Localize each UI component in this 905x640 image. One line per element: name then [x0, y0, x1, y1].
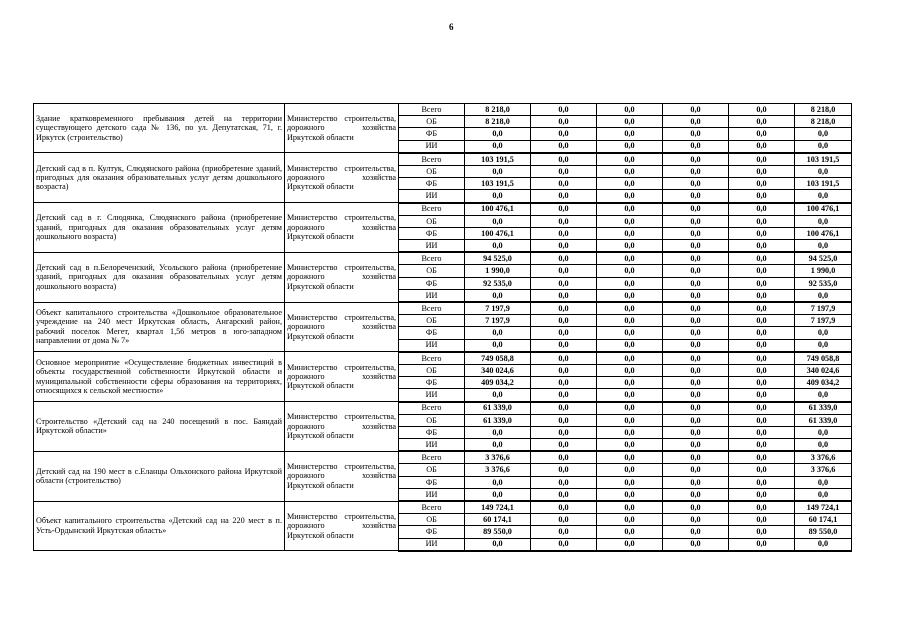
amount-cell: 0,0 — [663, 538, 729, 551]
amount-cell: 409 034,2 — [465, 377, 531, 389]
amount-cell: 0,0 — [663, 439, 729, 452]
amount-cell: 7 197,9 — [465, 302, 531, 315]
amount-cell: 0,0 — [597, 501, 663, 514]
amount-cell: 0,0 — [663, 315, 729, 327]
funding-source-cell: Всего — [399, 252, 465, 265]
amount-cell: 0,0 — [597, 203, 663, 216]
amount-cell: 0,0 — [729, 377, 795, 389]
amount-cell: 0,0 — [729, 538, 795, 551]
amount-cell: 0,0 — [531, 240, 597, 253]
amount-cell: 0,0 — [663, 389, 729, 402]
amount-cell: 0,0 — [597, 476, 663, 488]
funding-source-cell: ФБ — [399, 227, 465, 239]
funding-source-cell: ИИ — [399, 339, 465, 352]
amount-cell: 0,0 — [531, 140, 597, 153]
amount-cell: 0,0 — [663, 128, 729, 140]
amount-cell: 0,0 — [795, 289, 852, 302]
amount-cell: 60 174,1 — [795, 514, 852, 526]
amount-cell: 0,0 — [531, 538, 597, 551]
amount-cell: 0,0 — [597, 153, 663, 166]
amount-cell: 103 191,5 — [795, 153, 852, 166]
amount-cell: 0,0 — [597, 302, 663, 315]
amount-cell: 103 191,5 — [465, 178, 531, 190]
project-name-cell: Строительство «Детский сад на 240 посещений в пос. Баяндай Иркутской области» — [34, 402, 285, 452]
amount-cell: 8 218,0 — [795, 116, 852, 128]
amount-cell: 0,0 — [531, 128, 597, 140]
amount-cell: 0,0 — [729, 104, 795, 116]
amount-cell: 0,0 — [795, 190, 852, 203]
amount-cell: 100 476,1 — [465, 203, 531, 216]
funding-source-cell: ИИ — [399, 538, 465, 551]
project-name-cell: Детский сад на 190 мест в с.Еланцы Ольхонского района Иркутской области (строительство) — [34, 451, 285, 501]
funding-source-cell: ИИ — [399, 140, 465, 153]
funding-source-cell: Всего — [399, 153, 465, 166]
amount-cell: 61 339,0 — [465, 414, 531, 426]
amount-cell: 0,0 — [663, 140, 729, 153]
amount-cell: 92 535,0 — [465, 277, 531, 289]
amount-cell: 0,0 — [597, 215, 663, 227]
amount-cell: 0,0 — [729, 476, 795, 488]
amount-cell: 0,0 — [663, 514, 729, 526]
amount-cell: 0,0 — [531, 153, 597, 166]
amount-cell: 0,0 — [729, 402, 795, 415]
amount-cell: 0,0 — [663, 302, 729, 315]
amount-cell: 0,0 — [465, 128, 531, 140]
amount-cell: 0,0 — [531, 277, 597, 289]
amount-cell: 0,0 — [465, 476, 531, 488]
amount-cell: 0,0 — [663, 252, 729, 265]
funding-source-cell: ОБ — [399, 464, 465, 476]
amount-cell: 3 376,6 — [795, 451, 852, 464]
table-row — [34, 302, 852, 315]
amount-cell: 0,0 — [729, 252, 795, 265]
amount-cell: 0,0 — [597, 178, 663, 190]
responsible-executor-cell: Министерство строительства, дорожного хозяйства Иркутской области — [285, 402, 399, 452]
amount-cell: 0,0 — [465, 190, 531, 203]
amount-cell: 0,0 — [597, 227, 663, 239]
funding-source-cell: ИИ — [399, 289, 465, 302]
amount-cell: 0,0 — [531, 364, 597, 376]
amount-cell: 0,0 — [663, 153, 729, 166]
responsible-executor-cell: Министерство строительства, дорожного хозяйства Иркутской области — [285, 153, 399, 203]
amount-cell: 149 724,1 — [465, 501, 531, 514]
amount-cell: 0,0 — [531, 476, 597, 488]
table-row — [34, 203, 852, 216]
amount-cell: 0,0 — [531, 464, 597, 476]
amount-cell: 0,0 — [729, 277, 795, 289]
amount-cell: 0,0 — [465, 389, 531, 402]
amount-cell: 0,0 — [597, 339, 663, 352]
responsible-executor-cell: Министерство строительства, дорожного хозяйства Иркутской области — [285, 302, 399, 352]
amount-cell: 0,0 — [531, 215, 597, 227]
amount-cell: 0,0 — [663, 402, 729, 415]
funding-source-cell: Всего — [399, 352, 465, 365]
funding-source-cell: Всего — [399, 302, 465, 315]
amount-cell: 94 525,0 — [465, 252, 531, 265]
amount-cell: 0,0 — [597, 451, 663, 464]
amount-cell: 0,0 — [729, 464, 795, 476]
funding-source-cell: ФБ — [399, 327, 465, 339]
table-row — [34, 501, 852, 514]
amount-cell: 0,0 — [531, 227, 597, 239]
funding-source-cell: ИИ — [399, 439, 465, 452]
funding-source-cell: Всего — [399, 402, 465, 415]
funding-source-cell: ФБ — [399, 476, 465, 488]
amount-cell: 0,0 — [795, 389, 852, 402]
amount-cell: 0,0 — [531, 116, 597, 128]
amount-cell: 0,0 — [729, 140, 795, 153]
amount-cell: 0,0 — [597, 116, 663, 128]
amount-cell: 0,0 — [597, 426, 663, 438]
amount-cell: 340 024,6 — [795, 364, 852, 376]
amount-cell: 0,0 — [597, 402, 663, 415]
amount-cell: 0,0 — [465, 488, 531, 501]
amount-cell: 61 339,0 — [795, 402, 852, 415]
amount-cell: 0,0 — [663, 289, 729, 302]
amount-cell: 0,0 — [531, 414, 597, 426]
amount-cell: 0,0 — [729, 302, 795, 315]
funding-source-cell: ОБ — [399, 265, 465, 277]
amount-cell: 0,0 — [465, 439, 531, 452]
amount-cell: 0,0 — [729, 514, 795, 526]
amount-cell: 0,0 — [597, 488, 663, 501]
page-number: 6 — [449, 22, 454, 32]
amount-cell: 749 058,8 — [795, 352, 852, 365]
amount-cell: 0,0 — [795, 128, 852, 140]
amount-cell: 0,0 — [597, 377, 663, 389]
table-row — [34, 153, 852, 166]
amount-cell: 0,0 — [729, 439, 795, 452]
amount-cell: 0,0 — [729, 426, 795, 438]
amount-cell: 0,0 — [597, 439, 663, 452]
amount-cell: 0,0 — [597, 526, 663, 538]
amount-cell: 3 376,6 — [795, 464, 852, 476]
amount-cell: 0,0 — [663, 178, 729, 190]
amount-cell: 103 191,5 — [465, 153, 531, 166]
amount-cell: 7 197,9 — [465, 315, 531, 327]
funding-source-cell: ФБ — [399, 426, 465, 438]
amount-cell: 0,0 — [531, 339, 597, 352]
table-row — [34, 451, 852, 464]
amount-cell: 100 476,1 — [795, 203, 852, 216]
amount-cell: 0,0 — [729, 451, 795, 464]
amount-cell: 7 197,9 — [795, 315, 852, 327]
amount-cell: 149 724,1 — [795, 501, 852, 514]
amount-cell: 0,0 — [729, 488, 795, 501]
amount-cell: 0,0 — [597, 252, 663, 265]
amount-cell: 0,0 — [531, 451, 597, 464]
amount-cell: 0,0 — [663, 414, 729, 426]
amount-cell: 0,0 — [597, 315, 663, 327]
amount-cell: 0,0 — [795, 476, 852, 488]
funding-source-cell: ОБ — [399, 414, 465, 426]
amount-cell: 0,0 — [729, 215, 795, 227]
amount-cell: 0,0 — [597, 277, 663, 289]
amount-cell: 0,0 — [531, 289, 597, 302]
amount-cell: 0,0 — [597, 538, 663, 551]
amount-cell: 0,0 — [663, 104, 729, 116]
funding-source-cell: ОБ — [399, 116, 465, 128]
amount-cell: 3 376,6 — [465, 451, 531, 464]
amount-cell: 0,0 — [465, 538, 531, 551]
amount-cell: 0,0 — [663, 265, 729, 277]
amount-cell: 0,0 — [597, 327, 663, 339]
amount-cell: 0,0 — [729, 352, 795, 365]
table-row — [34, 104, 852, 116]
project-name-cell: Объект капитального строительства «Детский сад на 220 мест в п. Усть-Ордынский Иркутская область» — [34, 501, 285, 551]
amount-cell: 0,0 — [729, 227, 795, 239]
amount-cell: 0,0 — [663, 116, 729, 128]
amount-cell: 1 990,0 — [465, 265, 531, 277]
responsible-executor-cell: Министерство строительства, дорожного хозяйства Иркутской области — [285, 203, 399, 253]
amount-cell: 0,0 — [597, 289, 663, 302]
table-row — [34, 402, 852, 415]
amount-cell: 0,0 — [597, 414, 663, 426]
amount-cell: 0,0 — [729, 327, 795, 339]
amount-cell: 0,0 — [465, 140, 531, 153]
amount-cell: 0,0 — [729, 165, 795, 177]
amount-cell: 0,0 — [597, 464, 663, 476]
amount-cell: 0,0 — [531, 302, 597, 315]
amount-cell: 0,0 — [531, 190, 597, 203]
amount-cell: 0,0 — [663, 488, 729, 501]
amount-cell: 0,0 — [663, 327, 729, 339]
amount-cell: 0,0 — [465, 327, 531, 339]
amount-cell: 409 034,2 — [795, 377, 852, 389]
amount-cell: 0,0 — [795, 439, 852, 452]
amount-cell: 0,0 — [663, 464, 729, 476]
amount-cell: 0,0 — [465, 289, 531, 302]
amount-cell: 0,0 — [795, 240, 852, 253]
amount-cell: 1 990,0 — [795, 265, 852, 277]
amount-cell: 0,0 — [531, 265, 597, 277]
amount-cell: 0,0 — [663, 165, 729, 177]
amount-cell: 0,0 — [729, 339, 795, 352]
amount-cell: 0,0 — [663, 364, 729, 376]
amount-cell: 0,0 — [597, 389, 663, 402]
project-name-cell: Объект капитального строительства «Дошкольное образовательное учреждение на 240 мест Иркутская область, Ангарский район, рабочий поселок Мегет, квартал 1,56 метров в юго-западном направлении от дома № 7» — [34, 302, 285, 352]
funding-source-cell: Всего — [399, 501, 465, 514]
amount-cell: 61 339,0 — [465, 402, 531, 415]
amount-cell: 0,0 — [729, 240, 795, 253]
amount-cell: 0,0 — [729, 153, 795, 166]
amount-cell: 0,0 — [663, 227, 729, 239]
amount-cell: 0,0 — [729, 501, 795, 514]
amount-cell: 0,0 — [663, 426, 729, 438]
funding-source-cell: ОБ — [399, 215, 465, 227]
amount-cell: 0,0 — [597, 352, 663, 365]
amount-cell: 0,0 — [795, 140, 852, 153]
amount-cell: 0,0 — [663, 451, 729, 464]
amount-cell: 0,0 — [663, 501, 729, 514]
amount-cell: 0,0 — [531, 439, 597, 452]
funding-source-cell: ОБ — [399, 514, 465, 526]
funding-source-cell: ОБ — [399, 315, 465, 327]
funding-source-cell: ФБ — [399, 128, 465, 140]
amount-cell: 0,0 — [729, 289, 795, 302]
amount-cell: 8 218,0 — [795, 104, 852, 116]
amount-cell: 0,0 — [597, 240, 663, 253]
table-row — [34, 352, 852, 365]
amount-cell: 0,0 — [531, 203, 597, 216]
amount-cell: 0,0 — [795, 426, 852, 438]
amount-cell: 0,0 — [729, 116, 795, 128]
funding-source-cell: Всего — [399, 451, 465, 464]
amount-cell: 0,0 — [795, 339, 852, 352]
amount-cell: 92 535,0 — [795, 277, 852, 289]
amount-cell: 0,0 — [531, 426, 597, 438]
amount-cell: 0,0 — [729, 315, 795, 327]
amount-cell: 0,0 — [663, 240, 729, 253]
table-row — [34, 252, 852, 265]
amount-cell: 0,0 — [729, 128, 795, 140]
responsible-executor-cell: Министерство строительства, дорожного хозяйства Иркутской области — [285, 501, 399, 551]
funding-source-cell: Всего — [399, 104, 465, 116]
project-name-cell: Детский сад в г. Слюдянка, Слюдянского района (приобретение зданий, пригодных для оказания образовательных услуг детям дошкольного возраста) — [34, 203, 285, 253]
amount-cell: 0,0 — [663, 190, 729, 203]
amount-cell: 0,0 — [531, 389, 597, 402]
amount-cell: 0,0 — [729, 389, 795, 402]
amount-cell: 0,0 — [663, 476, 729, 488]
amount-cell: 0,0 — [531, 514, 597, 526]
amount-cell: 3 376,6 — [465, 464, 531, 476]
amount-cell: 0,0 — [531, 252, 597, 265]
amount-cell: 0,0 — [531, 377, 597, 389]
amount-cell: 0,0 — [795, 538, 852, 551]
amount-cell: 0,0 — [531, 327, 597, 339]
amount-cell: 0,0 — [597, 128, 663, 140]
funding-source-cell: ИИ — [399, 240, 465, 253]
project-name-cell: Основное мероприятие «Осуществление бюджетных инвестиций в объекты государственной собственности Иркутской области и муниципальной собственности сферы образования на территориях, относящихся к сельской местности» — [34, 352, 285, 402]
amount-cell: 0,0 — [465, 339, 531, 352]
amount-cell: 103 191,5 — [795, 178, 852, 190]
funding-source-cell: ИИ — [399, 488, 465, 501]
funding-source-cell: Всего — [399, 203, 465, 216]
amount-cell: 8 218,0 — [465, 116, 531, 128]
amount-cell: 0,0 — [663, 377, 729, 389]
amount-cell: 0,0 — [663, 339, 729, 352]
amount-cell: 0,0 — [531, 488, 597, 501]
amount-cell: 0,0 — [465, 215, 531, 227]
amount-cell: 0,0 — [597, 265, 663, 277]
funding-source-cell: ФБ — [399, 277, 465, 289]
amount-cell: 7 197,9 — [795, 302, 852, 315]
amount-cell: 94 525,0 — [795, 252, 852, 265]
project-name-cell: Детский сад в п.Белореченский, Усольского района (приобретение зданий, пригодных для оказания образовательных услуг детям дошкольного возраста) — [34, 252, 285, 302]
amount-cell: 0,0 — [795, 215, 852, 227]
amount-cell: 0,0 — [663, 215, 729, 227]
funding-source-cell: ФБ — [399, 178, 465, 190]
amount-cell: 0,0 — [729, 364, 795, 376]
amount-cell: 0,0 — [465, 240, 531, 253]
amount-cell: 0,0 — [729, 190, 795, 203]
amount-cell: 0,0 — [729, 414, 795, 426]
amount-cell: 0,0 — [729, 265, 795, 277]
amount-cell: 0,0 — [465, 165, 531, 177]
funding-source-cell: ФБ — [399, 526, 465, 538]
amount-cell: 0,0 — [465, 426, 531, 438]
amount-cell: 749 058,8 — [465, 352, 531, 365]
amount-cell: 60 174,1 — [465, 514, 531, 526]
amount-cell: 0,0 — [729, 178, 795, 190]
amount-cell: 0,0 — [531, 501, 597, 514]
amount-cell: 0,0 — [795, 165, 852, 177]
amount-cell: 0,0 — [597, 364, 663, 376]
amount-cell: 0,0 — [795, 327, 852, 339]
responsible-executor-cell: Министерство строительства, дорожного хозяйства Иркутской области — [285, 104, 399, 153]
budget-table — [33, 103, 852, 552]
amount-cell: 0,0 — [597, 190, 663, 203]
amount-cell: 0,0 — [531, 165, 597, 177]
amount-cell: 0,0 — [597, 104, 663, 116]
amount-cell: 100 476,1 — [795, 227, 852, 239]
responsible-executor-cell: Министерство строительства, дорожного хозяйства Иркутской области — [285, 352, 399, 402]
amount-cell: 61 339,0 — [795, 414, 852, 426]
project-name-cell: Детский сад в п. Култук, Слюдянского района (приобретение зданий, пригодных для оказания образовательных услуг детям дошкольного возраста) — [34, 153, 285, 203]
amount-cell: 0,0 — [663, 526, 729, 538]
funding-source-cell: ИИ — [399, 389, 465, 402]
amount-cell: 0,0 — [531, 352, 597, 365]
funding-source-cell: ФБ — [399, 377, 465, 389]
amount-cell: 0,0 — [597, 140, 663, 153]
funding-source-cell: ОБ — [399, 165, 465, 177]
project-name-cell: Здание кратковременного пребывания детей на территории существующего детского сада № 136, по ул. Депутатская, 71, г. Иркутск (строительство) — [34, 104, 285, 153]
amount-cell: 89 550,0 — [795, 526, 852, 538]
amount-cell: 0,0 — [663, 203, 729, 216]
amount-cell: 0,0 — [663, 352, 729, 365]
funding-source-cell: ОБ — [399, 364, 465, 376]
amount-cell: 0,0 — [663, 277, 729, 289]
amount-cell: 0,0 — [531, 526, 597, 538]
amount-cell: 340 024,6 — [465, 364, 531, 376]
amount-cell: 0,0 — [729, 203, 795, 216]
responsible-executor-cell: Министерство строительства, дорожного хозяйства Иркутской области — [285, 451, 399, 501]
amount-cell: 0,0 — [531, 315, 597, 327]
amount-cell: 0,0 — [729, 526, 795, 538]
amount-cell: 0,0 — [531, 178, 597, 190]
amount-cell: 89 550,0 — [465, 526, 531, 538]
amount-cell: 0,0 — [795, 488, 852, 501]
amount-cell: 0,0 — [597, 514, 663, 526]
funding-source-cell: ИИ — [399, 190, 465, 203]
amount-cell: 8 218,0 — [465, 104, 531, 116]
amount-cell: 0,0 — [531, 104, 597, 116]
amount-cell: 0,0 — [531, 402, 597, 415]
amount-cell: 100 476,1 — [465, 227, 531, 239]
responsible-executor-cell: Министерство строительства, дорожного хозяйства Иркутской области — [285, 252, 399, 302]
amount-cell: 0,0 — [597, 165, 663, 177]
